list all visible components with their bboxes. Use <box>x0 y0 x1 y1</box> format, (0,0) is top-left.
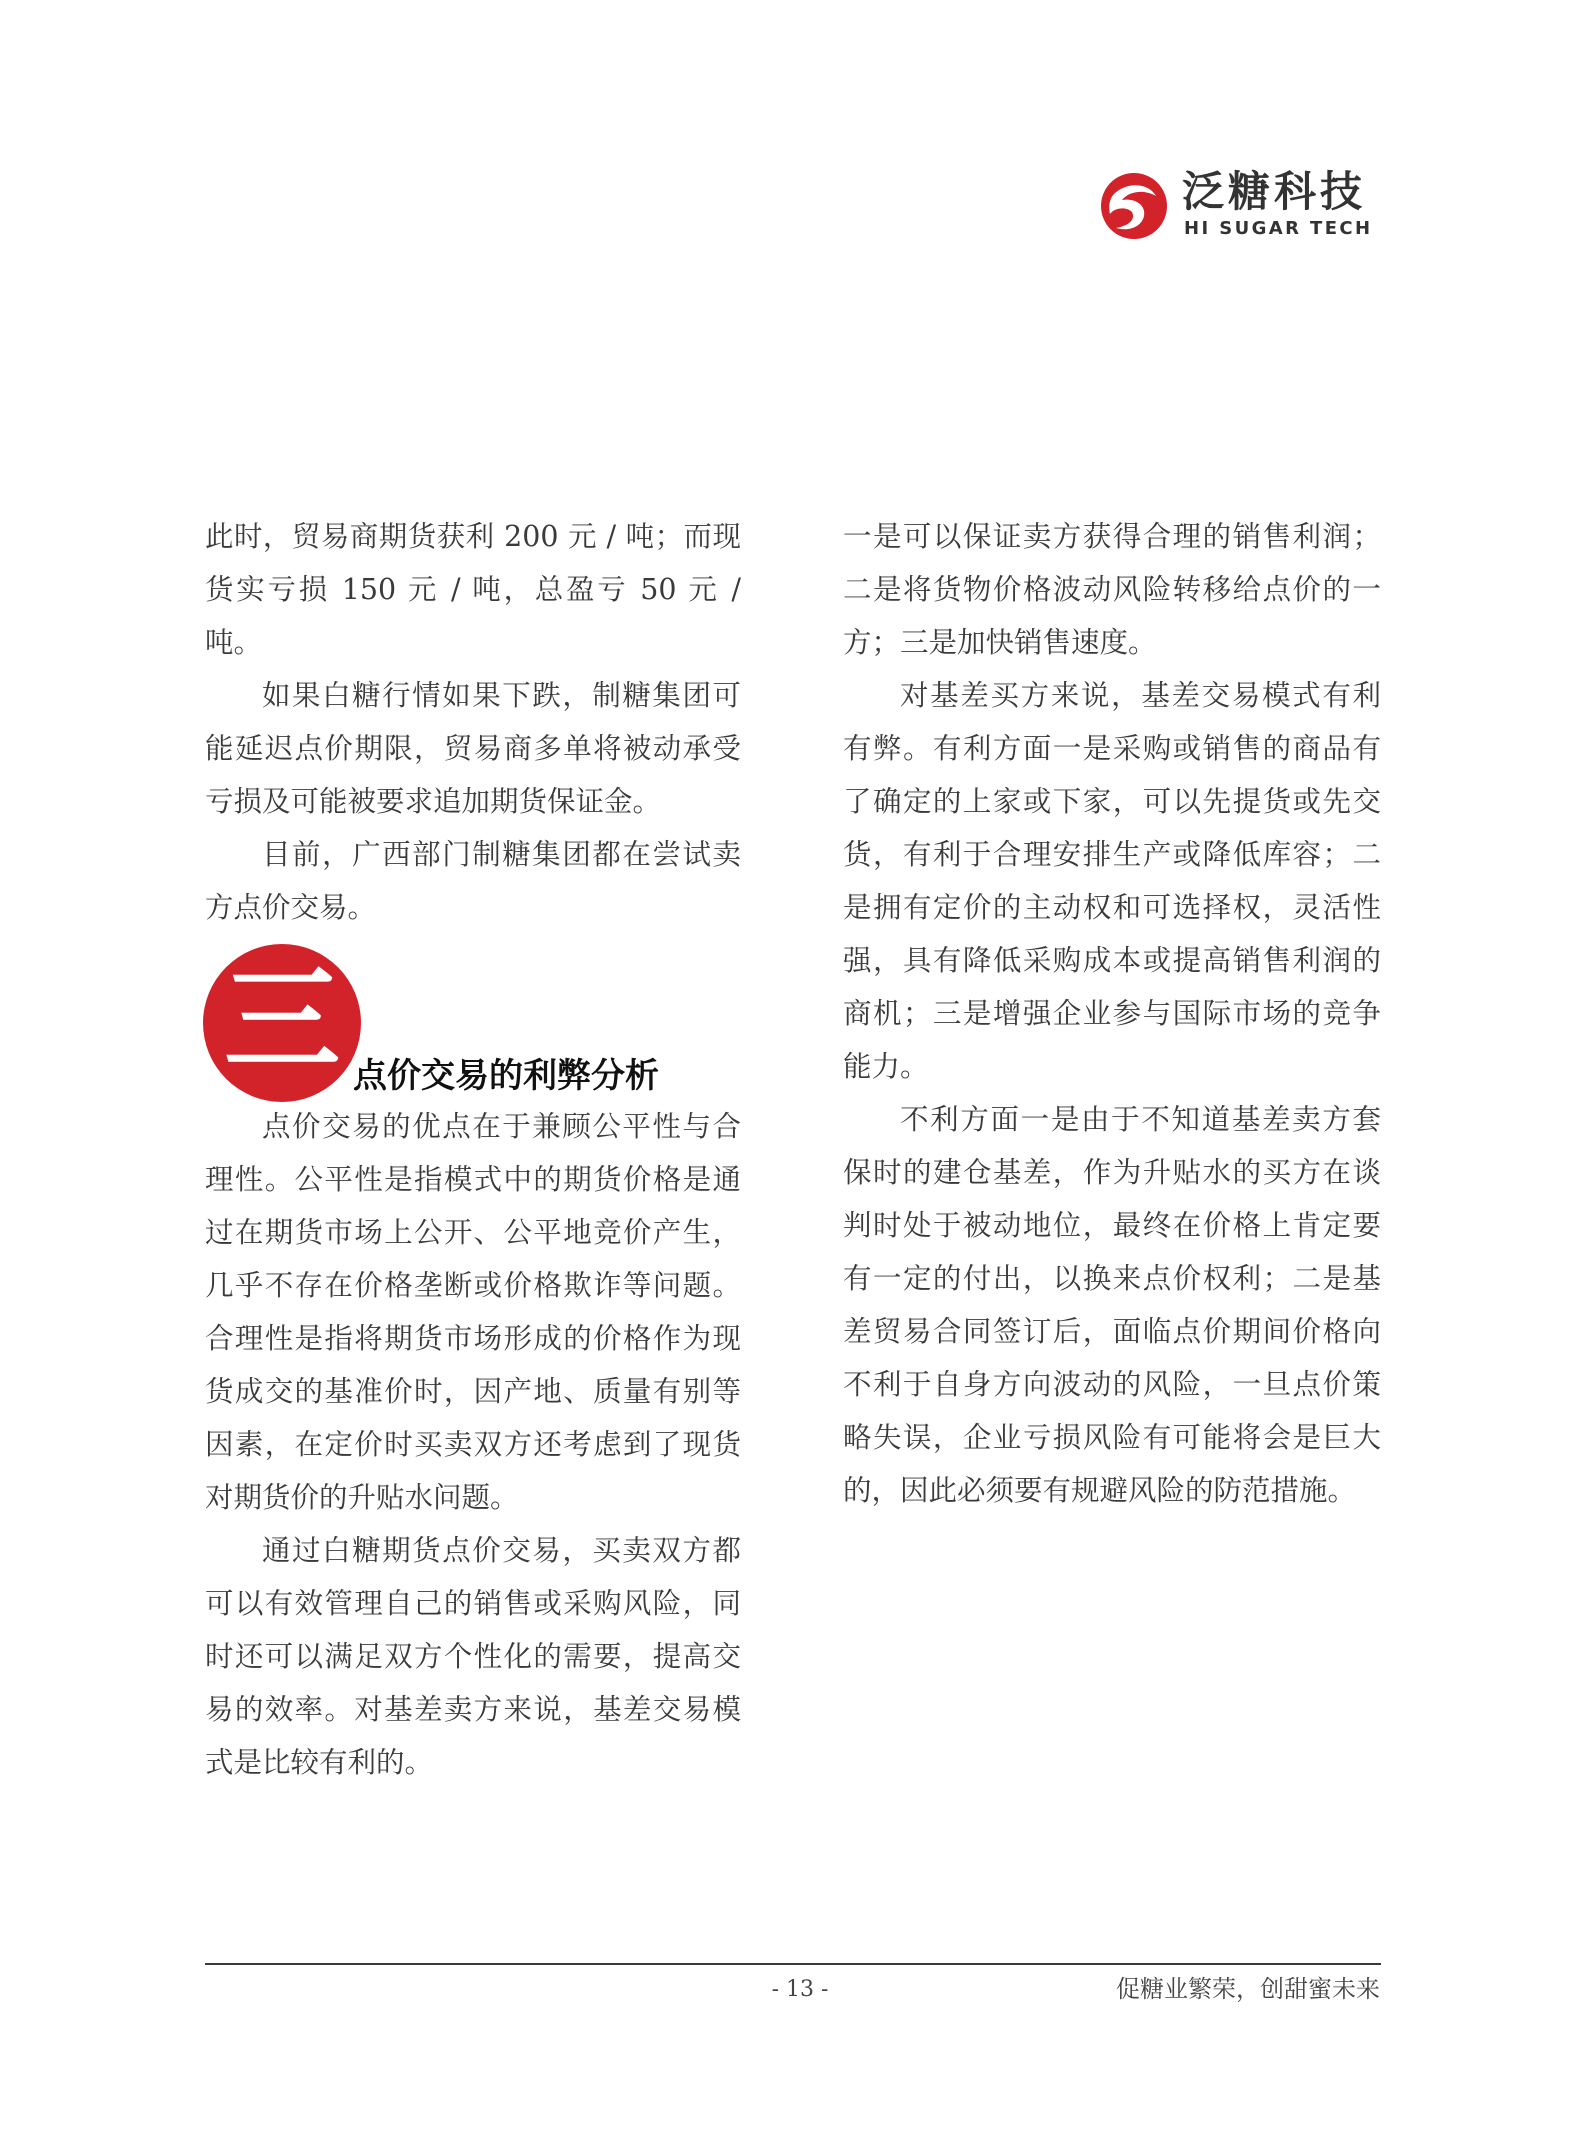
footer-slogan: 促糖业繁荣，创甜蜜未来 <box>1116 1975 1380 2003</box>
paragraph: 目前，广西部门制糖集团都在尝试卖方点价交易。 <box>205 838 741 924</box>
company-logo <box>1100 168 1400 248</box>
paragraph: 通过白糖期货点价交易，买卖双方都可以有效管理自己的销售或采购风险，同时还可以满足双方个性化的需要，提高交易的效率。对基差卖方来说，基差交易模式是比较有利的。 <box>205 1534 741 1779</box>
logo-english-name: HI SUGAR TECH <box>1184 218 1373 239</box>
page-number: - 13 - <box>771 1977 829 2002</box>
paragraph: 此时，贸易商期货获利 200 元 / 吨；而现货实亏损 150 元 / 吨，总盈亏 50 元 / 吨。 <box>205 520 741 659</box>
logo-chinese-name: 泛糖科技 <box>1182 167 1367 216</box>
paragraph: 不利方面一是由于不知道基差卖方套保时的建仓基差，作为升贴水的买方在谈判时处于被动地位，最终在价格上肯定要有一定的付出，以换来点价权利；二是基差贸易合同签订后，面临点价期间价格向不利于自身方向波动的风险，一旦点价策略失误，企业亏损风险有可能将会是巨大的，因此必须要有规避风险的防范措施。 <box>843 1103 1381 1507</box>
paragraph: 如果白糖行情如果下跌，制糖集团可能延迟点价期限，贸易商多单将被动承受亏损及可能被要求追加期货保证金。 <box>205 679 741 818</box>
right-column <box>843 510 1381 1517</box>
footer-divider <box>205 1963 1381 1965</box>
hi-sugar-logo-icon <box>1100 172 1168 240</box>
section-number: 三 <box>224 952 340 1088</box>
section-title: 点价交易的利弊分析 <box>353 1056 659 1096</box>
paragraph: 点价交易的优点在于兼顾公平性与合理性。公平性是指模式中的期货价格是通过在期货市场上公开、公平地竞价产生，几乎不存在价格垄断或价格欺诈等问题。合理性是指将期货市场形成的价格作为现货成交的基准价时，因产地、质量有别等因素，在定价时买卖双方还考虑到了现货对期货价的升贴水问题。 <box>205 1110 741 1514</box>
section-heading <box>205 934 741 1100</box>
paragraph: 一是可以保证卖方获得合理的销售利润；二是将货物价格波动风险转移给点价的一方；三是加快销售速度。 <box>843 520 1381 659</box>
paragraph: 对基差买方来说，基差交易模式有利有弊。有利方面一是采购或销售的商品有了确定的上家或下家，可以先提货或先交货，有利于合理安排生产或降低库容；二是拥有定价的主动权和可选择权，灵活性强，具有降低采购成本或提高销售利润的商机；三是增强企业参与国际市场的竞争能力。 <box>843 679 1381 1083</box>
left-column <box>205 510 741 1789</box>
